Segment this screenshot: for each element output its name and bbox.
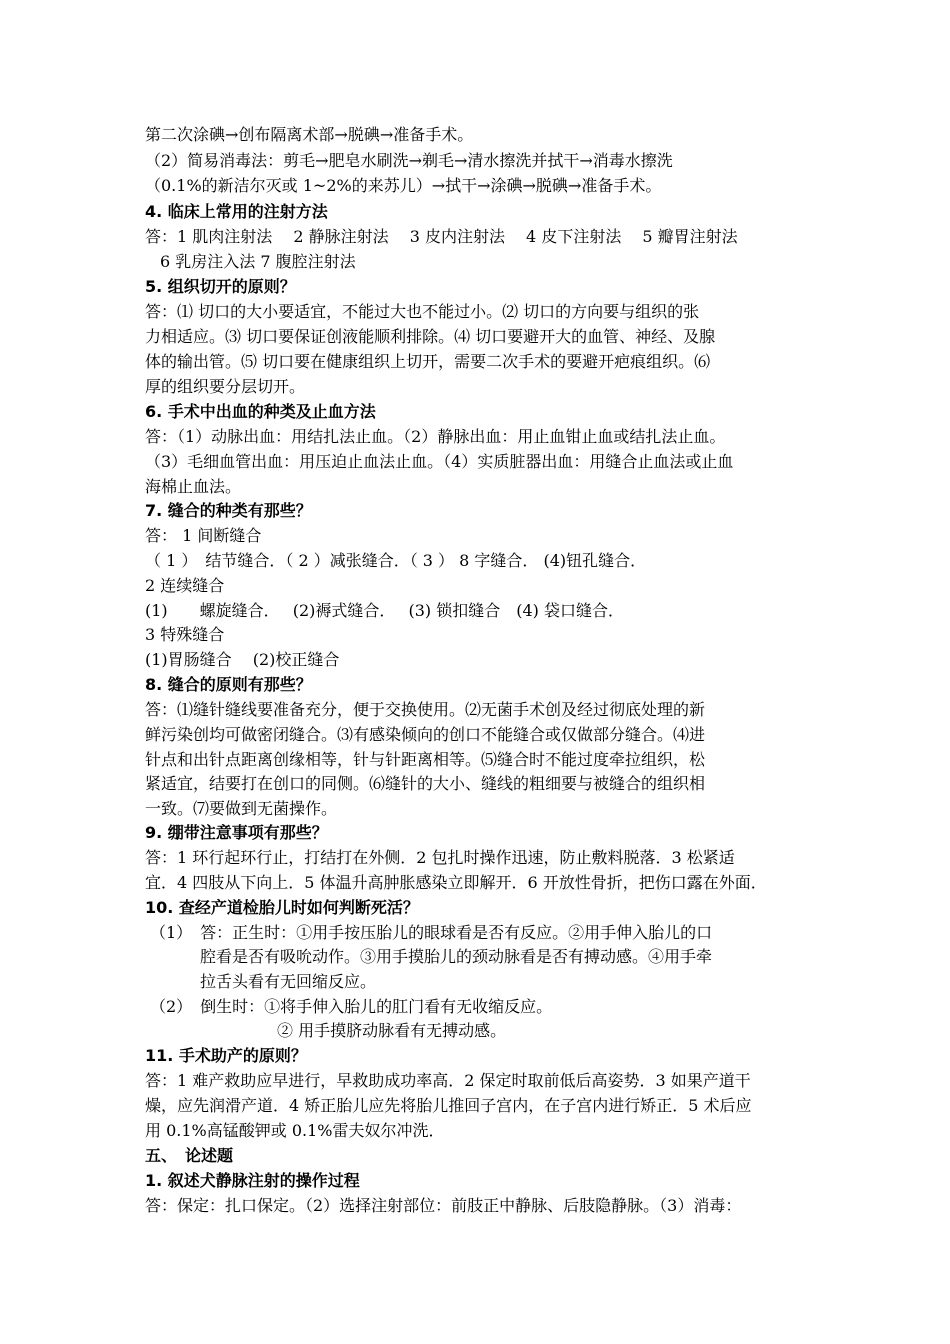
text-line: 3 特殊缝合 <box>145 625 225 644</box>
text-line: （1） 答：正生时：①用手按压胎儿的眼球看是否有反应。②用手伸入胎儿的口 <box>150 923 713 942</box>
text-line: 宜．4 四肢从下向上．5 体温升高肿胀感染立即解开．6 开放性骨折，把伤口露在外面． <box>145 873 767 892</box>
text-line: (1)胃肠缝合 (2)校正缝合 <box>145 650 340 669</box>
text-line: 鲜污染创均可做密闭缝合。⑶有感染倾向的创口不能缝合或仅做部分缝合。⑷进 <box>145 725 706 744</box>
text-line: （2）简易消毒法：剪毛→肥皂水刷洗→剃毛→清水擦洗并拭干→消毒水擦洗 <box>145 151 673 170</box>
text-line: ② 用手摸脐动脉看有无搏动感。 <box>277 1021 507 1040</box>
text-line: 针点和出针点距离创缘相等，针与针距离相等。⑸缝合时不能过度牵拉组织，松 <box>145 750 706 769</box>
text-line: 2 连续缝合 <box>145 576 225 595</box>
section-heading: 1. 叙述犬静脉注射的操作过程 <box>145 1171 360 1190</box>
text-line: 答： 1 间断缝合 <box>145 526 262 545</box>
text-line: 一致。⑺要做到无菌操作。 <box>145 799 338 818</box>
section-heading: 8. 缝合的原则有那些？ <box>145 675 312 694</box>
section-heading: 9. 绷带注意事项有那些？ <box>145 823 328 842</box>
text-line: 答：1 肌肉注射法 2 静脉注射法 3 皮内注射法 4 皮下注射法 5 瓣胃注射法 <box>145 227 738 246</box>
text-line: （2） 倒生时：①将手伸入胎儿的肛门看有无收缩反应。 <box>150 997 553 1016</box>
text-line: 厚的组织要分层切开。 <box>145 377 306 396</box>
text-line: 腔看是否有吸吮动作。③用手摸胎儿的颈动脉看是否有搏动感。④用手牵 <box>200 947 713 966</box>
text-line: (1) 螺旋缝合． (2)褥式缝合． (3) 锁扣缝合 (4) 袋口缝合． <box>145 601 625 620</box>
section-heading: 6. 手术中出血的种类及止血方法 <box>145 402 376 421</box>
section-heading: 11. 手术助产的原则？ <box>145 1046 307 1065</box>
section-heading: 五、 论述题 <box>145 1146 234 1165</box>
section-heading: 4. 临床上常用的注射方法 <box>145 202 328 221</box>
text-line: 燥，应先润滑产道．4 矫正胎儿应先将胎儿推回子宫内，在子宫内进行矫正．5 术后应 <box>145 1096 752 1115</box>
text-line: 体的输出管。⑸ 切口要在健康组织上切开，需要二次手术的要避开疤痕组织。⑹ <box>145 352 711 371</box>
text-line: （ 1 ） 结节缝合．（ 2 ）减张缝合．（ 3 ） 8 字缝合． (4)钮孔缝合． <box>145 551 647 570</box>
text-line: 答：保定：扎口保定。（2）选择注射部位：前肢正中静脉、后肢隐静脉。（3）消毒： <box>145 1196 742 1215</box>
text-line: （0.1%的新洁尔灭或 1~2%的来苏儿）→拭干→涂碘→脱碘→准备手术。 <box>145 176 662 195</box>
text-line: 第二次涂碘→创布隔离术部→脱碘→准备手术。 <box>145 125 474 144</box>
text-line: 拉舌头看有无回缩反应。 <box>200 972 377 991</box>
text-line: 6 乳房注入法 7 腹腔注射法 <box>160 252 356 271</box>
text-line: 用 0.1%高锰酸钾或 0.1%雷夫奴尔冲洗． <box>145 1121 445 1140</box>
section-heading: 5. 组织切开的原则？ <box>145 277 296 296</box>
section-heading: 7. 缝合的种类有那些？ <box>145 501 312 520</box>
text-line: 答：1 环行起环行止，打结打在外侧．2 包扎时操作迅速，防止敷料脱落．3 松紧适 <box>145 848 735 867</box>
text-line: 答：（1）动脉出血：用结扎法止血。（2）静脉出血：用止血钳止血或结扎法止血。 <box>145 427 726 446</box>
text-line: 紧适宜，结要打在创口的同侧。⑹缝针的大小、缝线的粗细要与被缝合的组织相 <box>145 774 706 793</box>
text-line: 答：⑴ 切口的大小要适宜，不能过大也不能过小。⑵ 切口的方向要与组织的张 <box>145 302 700 321</box>
section-heading: 10. 查经产道检胎儿时如何判断死活？ <box>145 898 419 917</box>
text-line: 答：⑴缝针缝线要准备充分，便于交换使用。⑵无菌手术创及经过彻底处理的新 <box>145 700 706 719</box>
text-line: 海棉止血法。 <box>145 477 242 496</box>
text-line: 力相适应。⑶ 切口要保证创液能顺利排除。⑷ 切口要避开大的血管、神经、及腺 <box>145 327 716 346</box>
text-line: 答：1 难产救助应早进行，早救助成功率高．2 保定时取前低后高姿势．3 如果产道干 <box>145 1071 751 1090</box>
text-line: （3）毛细血管出血：用压迫止血法止血。（4）实质脏器出血：用缝合止血法或止血 <box>145 452 734 471</box>
